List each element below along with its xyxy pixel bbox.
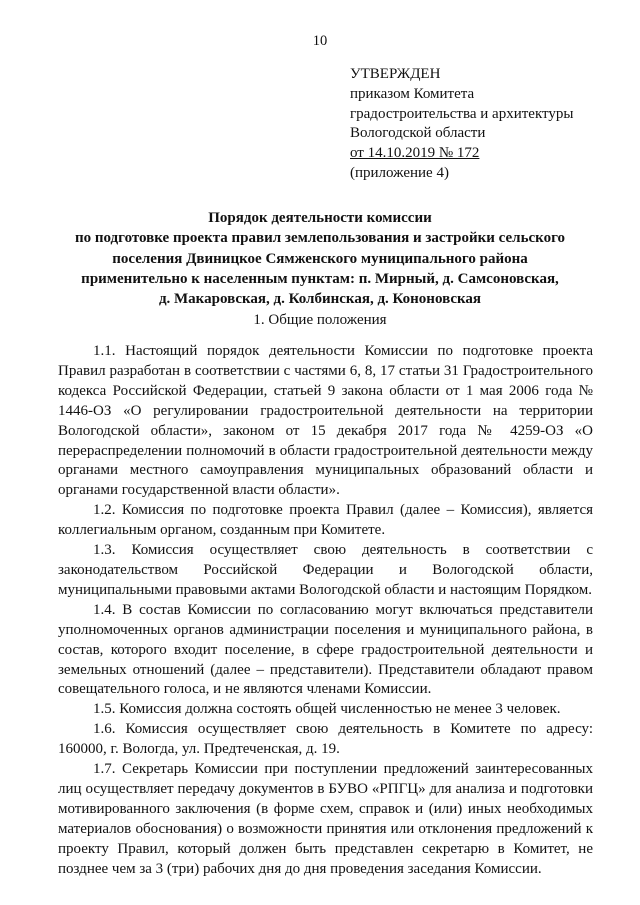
paragraph: 1.6. Комиссия осуществляет свою деятельность в Комитете по адресу: 160000, г. Вологда, ул. Предтеченская, д. 19.	[58, 721, 593, 758]
approval-date-line: от 14.10.2019 № 172	[350, 145, 480, 162]
paragraph: 1.1. Настоящий порядок деятельности Комиссии по подготовке проекта Правил разработан в соответствии с частями 6, 8, 17 статьи 31 Градостроительного кодекса Российской Федерации, статьей 9 закона области от 1 мая 2006 года № 1446-ОЗ «О регулировании градостроительной деятельности на территории Вологодской области», законом от 15 декабря 2017 года № 4259-ОЗ «О перераспределении полномочий в области градостроительной деятельности между органами местного самоуправления муниципальных образований области и органами государственной власти области».	[58, 343, 593, 499]
approval-stamp	[350, 65, 620, 184]
approval-line: градостроительства и архитектуры	[350, 105, 574, 122]
section-heading: 1. Общие положения	[253, 312, 387, 328]
approval-line: Вологодской области	[350, 125, 486, 142]
document-title	[60, 208, 580, 309]
approval-line: (приложение 4)	[350, 164, 449, 181]
body-text	[58, 342, 593, 879]
paragraph: 1.5. Комиссия должна состоять общей численностью не менее 3 человек.	[93, 701, 561, 718]
paragraph: 1.2. Комиссия по подготовке проекта Правил (далее – Комиссия), является коллегиальным органом, созданным при Комитете.	[58, 502, 593, 539]
approval-line: приказом Комитета	[350, 85, 475, 102]
approval-line: УТВЕРЖДЕН	[350, 66, 441, 82]
paragraph: 1.7. Секретарь Комиссии при поступлении предложений заинтересованных лиц осуществляет передачу документов в БУВО «РПГЦ» для анализа и подготовки мотивированного заключения (в форме схем, справок и (или) иных необходимых материалов обоснования) о возможности принятия или отклонения предложений к проекту Правил, который должен быть представлен секретарю в Комитет, не позднее чем за 3 (три) рабочих дня до дня проведения заседания Комиссии.	[58, 761, 593, 877]
title-line: по подготовке проекта правил землепользования и застройки сельского	[74, 230, 566, 247]
title-line: д. Макаровская, д. Колбинская, д. Кононовская	[158, 291, 482, 308]
page-number: 10	[312, 33, 328, 49]
title-line: Порядок деятельности комиссии	[208, 210, 432, 226]
paragraph: 1.4. В состав Комиссии по согласованию могут включаться представители уполномоченных органов администрации поселения и муниципального района, в состав, которого входит поселение, в сфере градостроительной деятельности и земельных отношений (далее – представители). Представители обладают правом совещательного голоса, и не являются членами Комиссии.	[58, 601, 593, 698]
paragraph: 1.3. Комиссия осуществляет свою деятельность в соответствии с законодательством Российской Федерации и Вологодской области, муниципальными правовыми актами Вологодской области и настоящим Порядком.	[58, 542, 593, 598]
title-line: применительно к населенным пунктам: п. Мирный, д. Самсоновская,	[81, 270, 559, 287]
title-line: поселения Двиницкое Сямженского муниципального района	[112, 250, 528, 267]
